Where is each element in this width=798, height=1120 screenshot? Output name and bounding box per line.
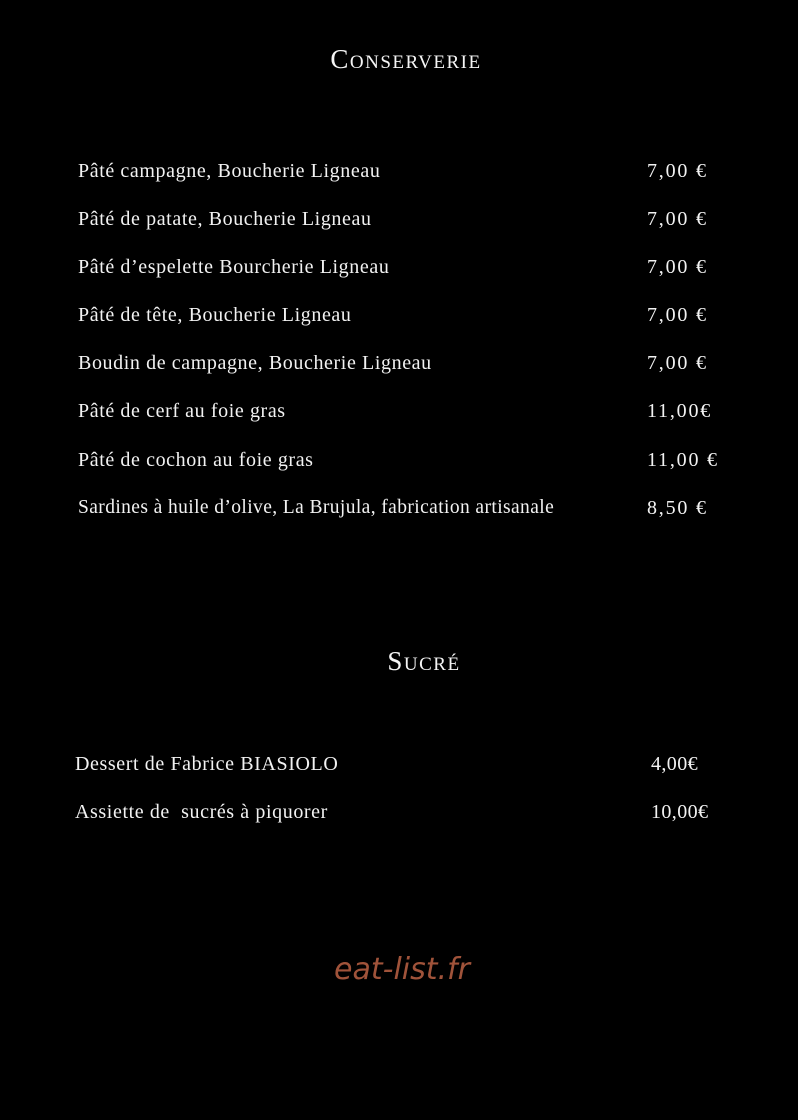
- menu-item-name: Assiette de sucrés à piquorer: [75, 801, 328, 824]
- menu-item-name: Pâté de cochon au foie gras: [78, 448, 314, 471]
- section-title-sucre: Sucré: [387, 646, 461, 676]
- menu-item-name: Pâté de tête, Boucherie Ligneau: [78, 304, 352, 327]
- menu-item-price: 10,00€: [651, 801, 709, 824]
- menu-item-name: Pâté de cerf au foie gras: [78, 400, 286, 423]
- menu-item-name: Pâté de patate, Boucherie Ligneau: [78, 208, 372, 231]
- menu-item: [78, 449, 758, 497]
- menu-item-price: 7,00 €: [647, 208, 708, 231]
- menu-item: [78, 160, 758, 208]
- menu-item-price: 7,00 €: [647, 256, 708, 279]
- menu-item: [75, 753, 755, 801]
- menu-item-name: Dessert de Fabrice BIASIOLO: [75, 753, 339, 775]
- menu-item: [78, 400, 758, 448]
- menu-item-price: 11,00 €: [647, 448, 719, 471]
- menu-item-price: 4,00€: [651, 753, 698, 775]
- menu-item-name: Pâté d’espelette Bourcherie Ligneau: [78, 256, 390, 279]
- menu-item-price: 7,00 €: [647, 304, 708, 327]
- menu-item-price: 8,50 €: [647, 496, 708, 519]
- menu-item-price: 11,00€: [647, 400, 713, 423]
- menu-item: [78, 497, 758, 545]
- menu-item: [75, 801, 755, 849]
- watermark-text: eat-list.fr: [334, 952, 470, 987]
- section-title-conserverie: Conserverie: [330, 44, 482, 74]
- menu-list-sucre: [75, 753, 755, 849]
- menu-item-price: 7,00 €: [647, 160, 708, 182]
- menu-item-price: 7,00 €: [647, 352, 708, 375]
- menu-item: [78, 304, 758, 352]
- menu-item: [78, 256, 758, 304]
- menu-item: [78, 352, 758, 400]
- menu-item-name: Pâté campagne, Boucherie Ligneau: [78, 160, 381, 182]
- menu-item-name: Sardines à huile d’olive, La Brujula, fabrication artisanale: [78, 496, 555, 518]
- menu-list-conserverie: [78, 160, 758, 545]
- menu-item-name: Boudin de campagne, Boucherie Ligneau: [78, 352, 432, 375]
- menu-item: [78, 208, 758, 256]
